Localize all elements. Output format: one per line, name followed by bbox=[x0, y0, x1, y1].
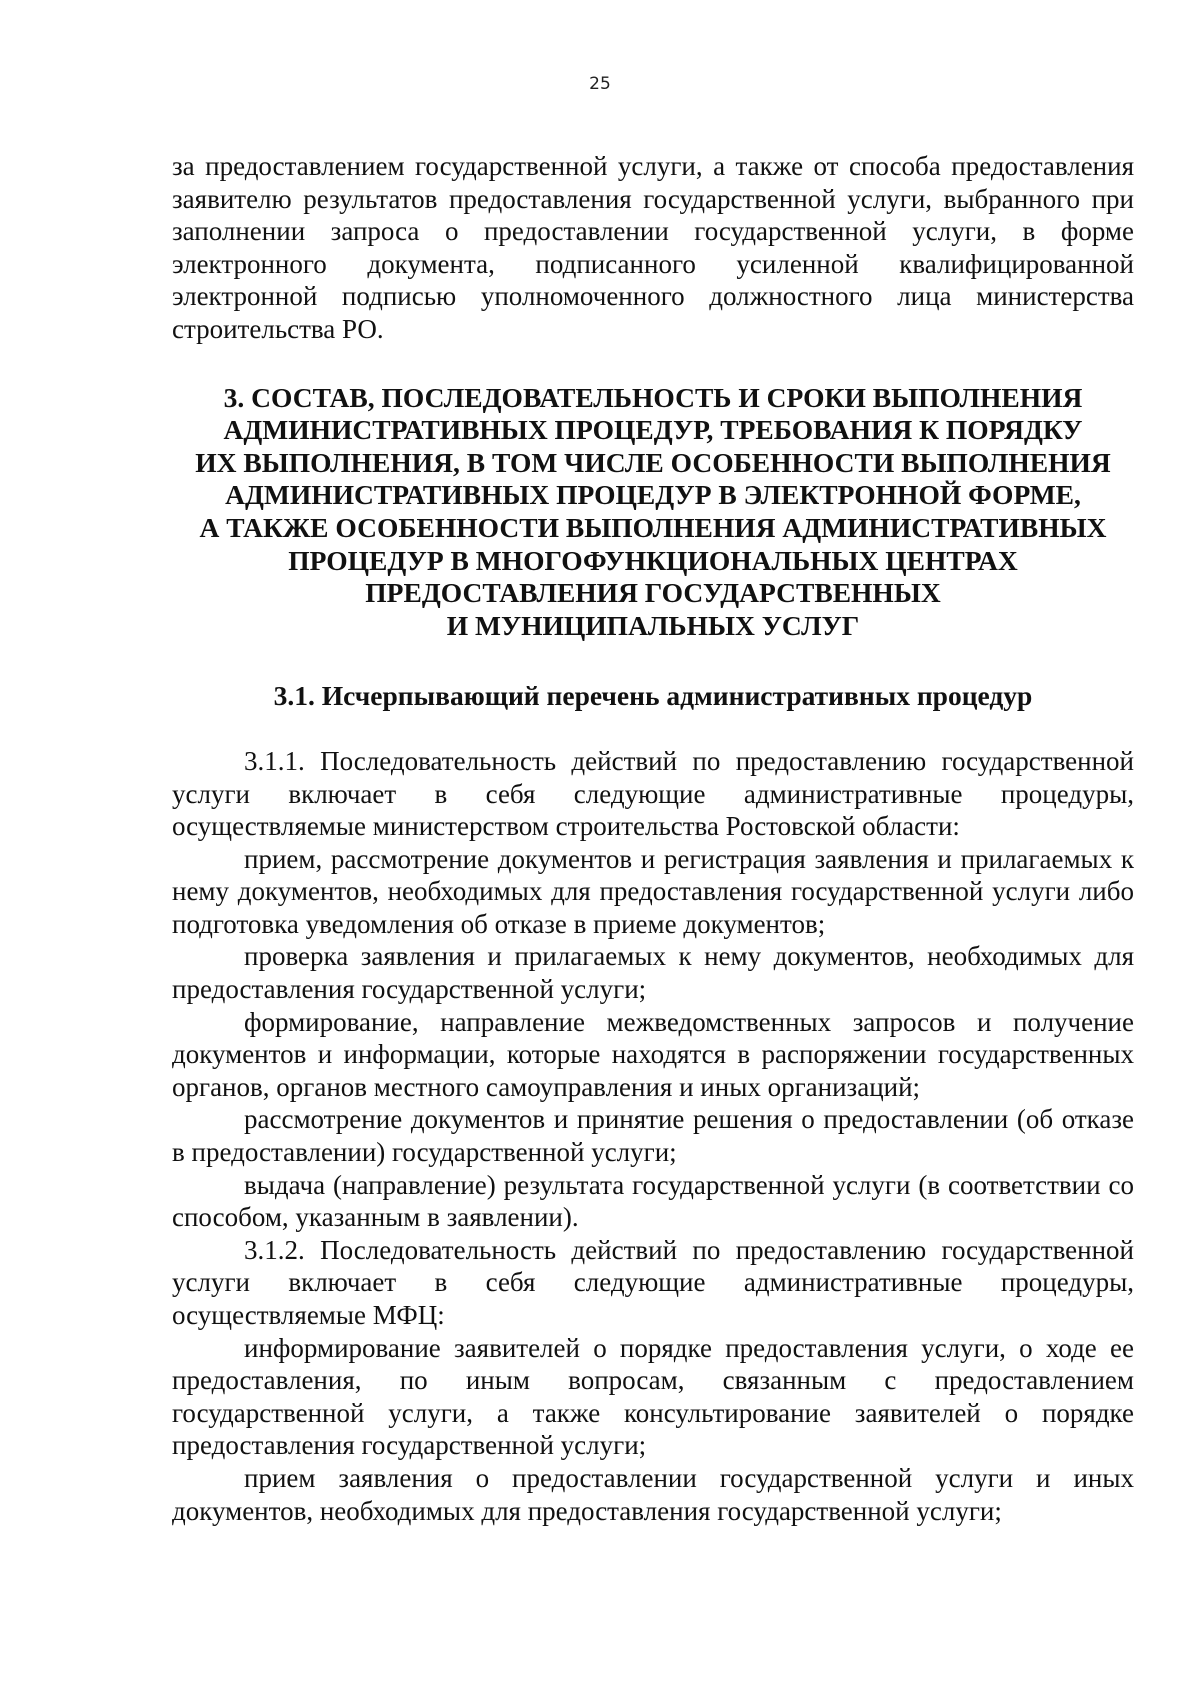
paragraph-3-1-2: 3.1.2. Последовательность действий по предоставлению государственной услуги включает в себя следующие административные процедуры, осуществляемые МФЦ: bbox=[172, 1234, 1134, 1330]
intro-paragraph: за предоставлением государственной услуги, а также от способа предоставления заявителю результатов предоставления государственной услуги, выбранного при заполнении запроса о предоставлении государственной услуги, в форме электронного документа, подписанного усиленной квалифицированной электронной подписью уполномоченного должностного лица министерства строительства РО. bbox=[172, 151, 1134, 344]
section-title-line: ИХ ВЫПОЛНЕНИЯ, В ТОМ ЧИСЛЕ ОСОБЕННОСТИ ВЫПОЛНЕНИЯ bbox=[195, 446, 1111, 478]
section-title-line: 3. СОСТАВ, ПОСЛЕДОВАТЕЛЬНОСТЬ И СРОКИ ВЫПОЛНЕНИЯ bbox=[223, 381, 1083, 413]
document-body bbox=[172, 150, 1134, 1527]
section-title-line: ПРОЦЕДУР В МНОГОФУНКЦИОНАЛЬНЫХ ЦЕНТРАХ bbox=[288, 544, 1018, 576]
list-item: формирование, направление межведомственных запросов и получение документов и информации, которые находятся в распоряжении государственных органов, органов местного самоуправления и иных организаций; bbox=[172, 1006, 1134, 1102]
section-title-line: АДМИНИСТРАТИВНЫХ ПРОЦЕДУР В ЭЛЕКТРОННОЙ ФОРМЕ, bbox=[225, 479, 1081, 511]
list-item: прием, рассмотрение документов и регистрация заявления и прилагаемых к нему документов, необходимых для предоставления государственной услуги либо подготовка уведомления об отказе в приеме документов; bbox=[172, 843, 1134, 939]
list-item: проверка заявления и прилагаемых к нему документов, необходимых для предоставления государственной услуги; bbox=[172, 941, 1134, 1005]
section-title bbox=[172, 382, 1134, 643]
section-title-line: ПРЕДОСТАВЛЕНИЯ ГОСУДАРСТВЕННЫХ bbox=[365, 577, 941, 609]
subsection-title: 3.1. Исчерпывающий перечень административных процедур bbox=[273, 680, 1033, 712]
list-item: выдача (направление) результата государственной услуги (в соответствии со способом, указанным в заявлении). bbox=[172, 1169, 1134, 1233]
list-item: прием заявления о предоставлении государственной услуги и иных документов, необходимых для предоставления государственной услуги; bbox=[172, 1462, 1134, 1526]
list-item: рассмотрение документов и принятие решения о предоставлении (об отказе в предоставлении) государственной услуги; bbox=[172, 1104, 1134, 1168]
section-title-line: АДМИНИСТРАТИВНЫХ ПРОЦЕДУР, ТРЕБОВАНИЯ К ПОРЯДКУ bbox=[223, 414, 1083, 446]
paragraph-3-1-1: 3.1.1. Последовательность действий по предоставлению государственной услуги включает в себя следующие административные процедуры, осуществляемые министерством строительства Ростовской области: bbox=[172, 745, 1134, 842]
section-title-line: А ТАКЖЕ ОСОБЕННОСТИ ВЫПОЛНЕНИЯ АДМИНИСТРАТИВНЫХ bbox=[199, 511, 1107, 543]
section-title-line: И МУНИЦИПАЛЬНЫХ УСЛУГ bbox=[446, 609, 860, 641]
page-number: 25 bbox=[589, 74, 611, 94]
list-item: информирование заявителей о порядке предоставления услуги, о ходе ее предоставления, по иным вопросам, связанным с предоставлением государственной услуги, а также консультирование заявителей о порядке предоставления государственной услуги; bbox=[172, 1332, 1134, 1461]
